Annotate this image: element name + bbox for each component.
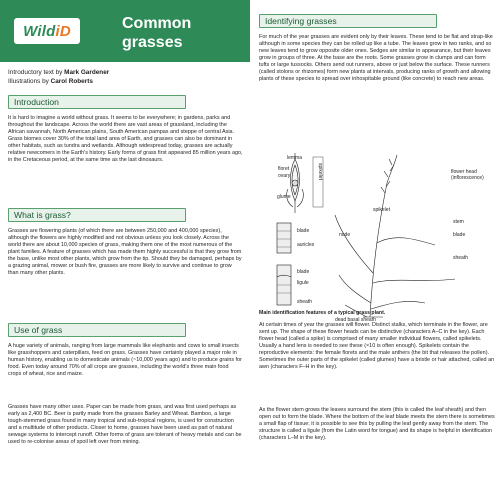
label-spikelet-vertical: spikelet [317,163,323,180]
label-dead-basal-sheath: dead basal sheath [335,317,376,323]
use-of-grass-text-1: A huge variety of animals, ranging from large mammals like elephants and cows to small insects like grasshoppers and caterpillars, feed on grass. Grasses have certainly played a major role in human history, enabling us to domesticate animals (~10,000 years ago) and to produce grains for food. Even today around 70% of all crops are grasses, including the world's three main food crops of wheat, rice and maize. [8,343,242,378]
identifying-text-2: At certain times of year the grasses will flower. Distinct stalks, which terminate in the flower, are sent up. The shape of these flower heads can be distinctive (characters A–C in the key). Each flower head (called a spike) is comprised of many smaller individual flowers, called spikelets. Usually a hand lens is needed to see these (×10 is often enough). Spikelets contain the reproductive elements: the female florets and the male anthers (the bit that releases the pollen). Sometimes the outer parts of the spikelet (called glumes) have a bristle or hair attached, called an awn (characters F–H in the key). [259,322,495,371]
illus-prefix: Illustrations by [8,78,51,85]
title-line-2: grasses [122,34,183,51]
use-of-grass-text-2: Grasses have many other uses. Paper can be made from grass, and was first used perhaps as early as 2,400 BC. Beer is partly made from the grasses Barley and Wheat. Bamboo, a large tough-stemmed grass found in many tropical and sub-tropical regions, is used for construction and a multitude of other products. Closer to home, grasses have been used as part of natural sewage systems to intercept runoff. Other forms of grass are tolerant of heavy metals and can be used to re-colonise areas of spoil left over from mining. [8,404,242,446]
label-node: node [339,232,351,238]
page-title [122,14,191,52]
header-banner [0,0,250,62]
heading-identifying-grasses: Identifying grasses [259,14,437,28]
label-lemma: lemma [287,155,303,161]
label-inflorescence: (inflorescence) [451,175,484,181]
label-sheath-right: sheath [453,255,469,261]
intro-author: Mark Gardener [64,69,110,76]
wildid-logo [14,18,80,44]
what-is-grass-text: Grasses are flowering plants (of which there are between 250,000 and 400,000 species), although the flowers are highly modified and not obvious unless you look closely. Across the world there are about 10,000 species of grass, making them one of the most numerous of the plant families. A feature of grasses which has made them highly successful is that they grow from the base, unlike most other plants, which grow from the tip. Should they be damaged, perhaps by a grazing animal, mower or bush fire, grasses are more likely to survive and continue to grow than many other plants. [8,228,242,277]
grass-plant-drawing [335,155,455,317]
heading-what-is-grass: What is grass? [8,208,186,222]
identifying-text-3: As the flower stem grows the leaves surround the stem (this is called the leaf sheath) and then open out to form the blade. Where the bottom of the leaf blade meets the stem there is sometimes a small flap of tissue; it is possible to see this by pulling the leaf gently away from the stem. The structure is called a ligule (from the Latin word for tongue) and its shape is helpful in identification (characters L–M in the key). [259,407,495,442]
label-spikelet: spikelet [373,207,390,213]
label-blade-right: blade [453,232,466,238]
label-blade-left-2: blade [297,269,310,275]
label-flower-head: flower head [451,169,477,175]
byline [8,68,109,86]
heading-introduction: Introduction [8,95,186,109]
auricle-detail-drawing [277,223,291,253]
label-floret: floret [278,166,290,172]
label-auricles: auricles [297,242,315,248]
introduction-text: It is hard to imagine a world without grass. It seems to be everywhere; in gardens, parks and throughout the landscape. Across the world there are vast areas of grassland, including the African savannah, North American plains, South American pampas and steppe of central Asia. Grass biomes cover 30% of the total land area of Earth, and grasses can also be dominant in other habitats, such as tundra and wetlands. Although widespread today, grasses are actually relative newcomers in the Earth's history. Early forms of grass first appeared 85 million years ago, in the Cretaceous period, at the same time as the last dinosaurs. [8,115,243,164]
label-sheath-left: sheath [297,299,313,305]
label-ligule: ligule [297,280,309,286]
logo-text: WildiD [23,22,71,40]
spikelet-detail-drawing [287,153,304,213]
title-line-1: Common [122,15,192,32]
label-glume: glume [277,194,291,200]
grass-anatomy-diagram [255,138,490,338]
label-ovary: ovary [278,173,291,179]
diagram-caption: Main identification features of a typical grass plant. [259,310,386,316]
label-stem: stem [453,219,464,225]
heading-use-of-grass: Use of grass [8,323,186,337]
ligule-detail-drawing [277,265,291,305]
illus-author: Carol Roberts [50,78,93,85]
label-blade-left: blade [297,228,310,234]
identifying-text-1: For much of the year grasses are evident only by their leaves. These tend to be flat and strap-like although in some species they can be rolled up like a tube. The leaves grow in two ranks, and so new leaves tend to grow opposite older ones. Sedges are similar in appearance, but their leaves grow in groups of three. At the base are the roots. Some grasses grow in clumps and can form tufts or large tussocks. Others send out runners, above or just below the surface. These runners (called stolons or rhizomes) form new plants at intervals, producing ranks of growth and allowing plants of these species to spread over inhospitable ground (like concrete) to reach new areas. [259,34,493,83]
intro-prefix: Introductory text by [8,69,65,76]
